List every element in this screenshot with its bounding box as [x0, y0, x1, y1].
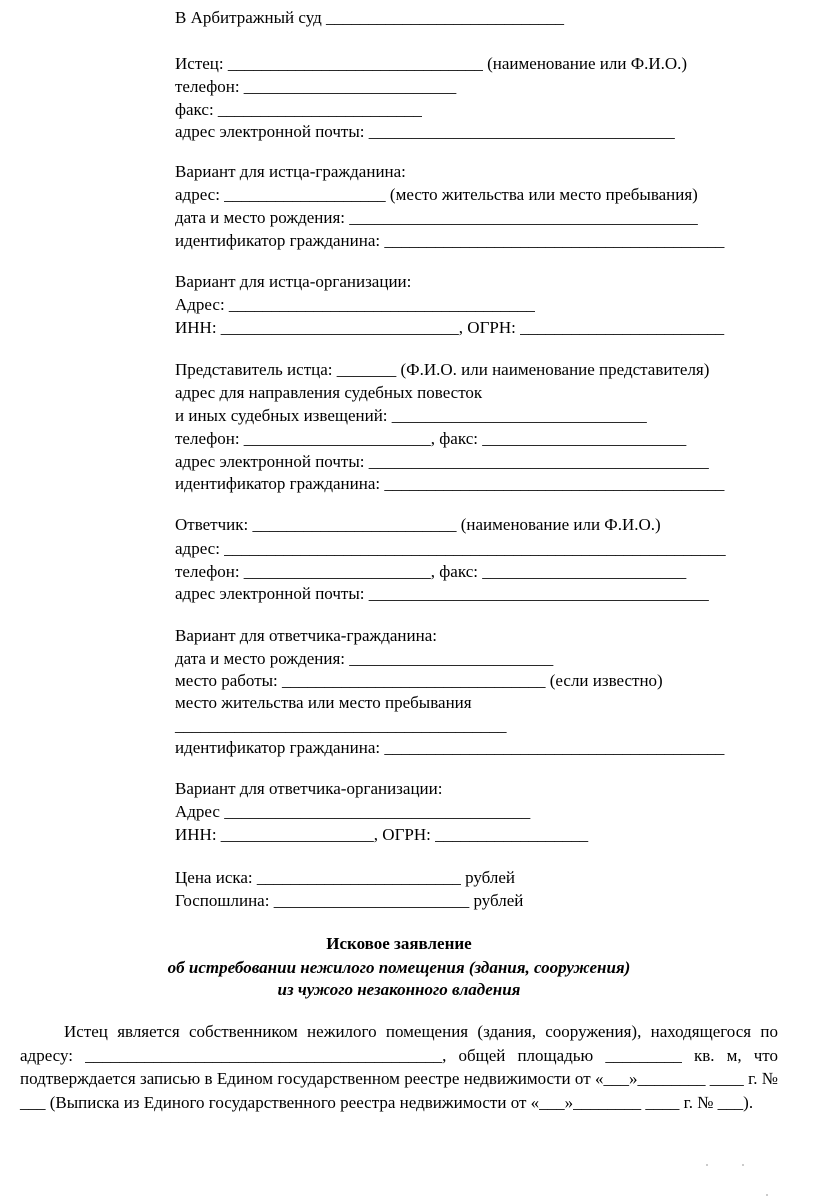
representative-address-1: адрес для направления судебных повесток — [175, 383, 483, 402]
plaintiff-fax: факс: ________________________ — [175, 100, 422, 119]
representative-line: Представитель истца: _______ (Ф.И.О. или наименование представителя) — [175, 360, 710, 379]
court-line: В Арбитражный суд ____________________________ — [175, 8, 565, 27]
state-duty: Госпошлина: _______________________ рублей — [175, 891, 524, 910]
defendant-citizen-id: идентификатор гражданина: ________________________________________ — [175, 738, 725, 757]
document-title: Исковое заявление — [326, 934, 472, 953]
plaintiff-phone: телефон: _________________________ — [175, 77, 457, 96]
defendant-line: Ответчик: ________________________ (наименование или Ф.И.О.) — [175, 515, 661, 534]
defendant-address: адрес: ___________________________________________________________ — [175, 539, 726, 558]
plaintiff-org-heading: Вариант для истца-организации: — [175, 272, 412, 291]
defendant-citizen-residence-blank: _______________________________________ — [175, 716, 507, 735]
representative-address-2: и иных судебных извещений: ______________________________ — [175, 406, 647, 425]
body-paragraph — [20, 1020, 778, 1114]
scan-speck — [706, 1164, 708, 1166]
defendant-org-address: Адрес ____________________________________ — [175, 802, 531, 821]
scan-speck — [742, 1164, 744, 1166]
defendant-org-heading: Вариант для ответчика-организации: — [175, 779, 443, 798]
plaintiff-citizen-heading: Вариант для истца-гражданина: — [175, 162, 406, 181]
document-subtitle-1: об истребовании нежилого помещения (здания, сооружения) — [167, 958, 631, 977]
representative-email: адрес электронной почты: ________________________________________ — [175, 452, 709, 471]
document-subtitle-2: из чужого незаконного владения — [277, 980, 521, 999]
defendant-email: адрес электронной почты: ________________________________________ — [175, 584, 709, 603]
defendant-citizen-heading: Вариант для ответчика-гражданина: — [175, 626, 437, 645]
plaintiff-citizen-id: идентификатор гражданина: ________________________________________ — [175, 231, 725, 250]
plaintiff-email: адрес электронной почты: ____________________________________ — [175, 122, 675, 141]
scan-speck — [766, 1194, 768, 1196]
defendant-phone-fax: телефон: ______________________, факс: ________________________ — [175, 562, 687, 581]
representative-phone-fax: телефон: ______________________, факс: ________________________ — [175, 429, 687, 448]
plaintiff-org-address: Адрес: ____________________________________ — [175, 295, 535, 314]
defendant-citizen-residence: место жительства или место пребывания — [175, 693, 472, 712]
plaintiff-org-inn-ogrn: ИНН: ____________________________, ОГРН: ________________________ — [175, 318, 725, 337]
plaintiff-citizen-address: адрес: ___________________ (место жительства или место пребывания) — [175, 185, 698, 204]
plaintiff-citizen-birth: дата и место рождения: _________________________________________ — [175, 208, 698, 227]
plaintiff-line: Истец: ______________________________ (наименование или Ф.И.О.) — [175, 54, 688, 73]
defendant-org-inn-ogrn: ИНН: __________________, ОГРН: __________________ — [175, 825, 589, 844]
body-paragraph-text: Истец является собственником нежилого помещения (здания, сооружения), находящегося по адресу: __________________________________________, общей площадью _________ кв. м, что подтверждается записью в Едином государственном реестре недвижимости от «___»________ ____ г. № ___ (Выписка из Единого государственного реестра недвижимости от «___»________ ____ г. № ___). — [20, 1022, 778, 1112]
defendant-citizen-birth: дата и место рождения: ________________________ — [175, 649, 554, 668]
representative-id: идентификатор гражданина: ________________________________________ — [175, 474, 725, 493]
claim-price: Цена иска: ________________________ рублей — [175, 868, 516, 887]
defendant-citizen-work: место работы: _______________________________ (если известно) — [175, 671, 663, 690]
